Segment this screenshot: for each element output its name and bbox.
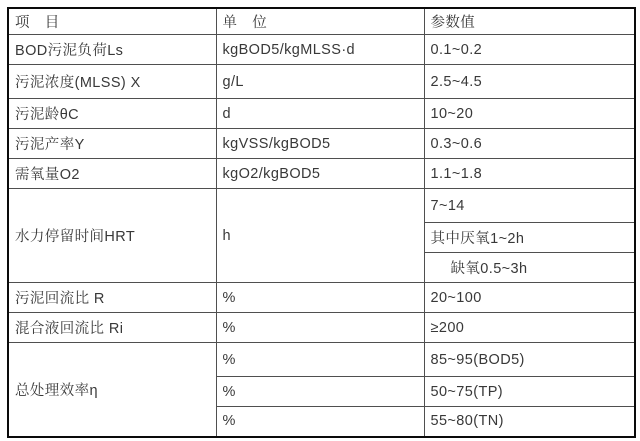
item-cell: BOD污泥负荷Ls	[8, 35, 216, 65]
unit-cell: %	[216, 377, 424, 407]
unit-cell: %	[216, 283, 424, 313]
value-cell: 50~75(TP)	[424, 377, 635, 407]
table-row	[8, 159, 635, 189]
value-cell: 20~100	[424, 283, 635, 313]
header-cell-item: 项 目	[8, 8, 216, 35]
unit-cell-hrt: h	[216, 189, 424, 283]
item-cell: 混合液回流比 Ri	[8, 313, 216, 343]
table-row	[8, 35, 635, 65]
value-cell: 0.1~0.2	[424, 35, 635, 65]
table-row	[8, 65, 635, 99]
item-cell: 污泥浓度(MLSS) X	[8, 65, 216, 99]
unit-cell: kgVSS/kgBOD5	[216, 129, 424, 159]
unit-cell: %	[216, 407, 424, 437]
unit-cell: %	[216, 313, 424, 343]
value-cell: 10~20	[424, 99, 635, 129]
value-cell: ≥200	[424, 313, 635, 343]
value-cell: 2.5~4.5	[424, 65, 635, 99]
unit-cell: kgBOD5/kgMLSS·d	[216, 35, 424, 65]
item-cell-efficiency: 总处理效率η	[8, 343, 216, 437]
item-cell: 需氧量O2	[8, 159, 216, 189]
table-row-efficiency	[8, 343, 635, 377]
header-cell-unit: 单 位	[216, 8, 424, 35]
unit-cell: d	[216, 99, 424, 129]
item-cell: 污泥龄θC	[8, 99, 216, 129]
table-row-hrt	[8, 189, 635, 223]
unit-cell: g/L	[216, 65, 424, 99]
item-cell: 污泥产率Y	[8, 129, 216, 159]
table-row	[8, 129, 635, 159]
table-row	[8, 99, 635, 129]
header-cell-value: 参数值	[424, 8, 635, 35]
header-row	[8, 8, 635, 35]
value-cell: 0.3~0.6	[424, 129, 635, 159]
value-cell: 缺氧0.5~3h	[424, 253, 635, 283]
unit-cell: %	[216, 343, 424, 377]
unit-cell: kgO2/kgBOD5	[216, 159, 424, 189]
parameters-table	[7, 7, 636, 438]
table-row	[8, 283, 635, 313]
value-cell: 1.1~1.8	[424, 159, 635, 189]
value-cell: 55~80(TN)	[424, 407, 635, 437]
item-cell: 污泥回流比 R	[8, 283, 216, 313]
value-cell: 7~14	[424, 189, 635, 223]
item-cell-hrt: 水力停留时间HRT	[8, 189, 216, 283]
value-cell: 其中厌氧1~2h	[424, 223, 635, 253]
value-cell: 85~95(BOD5)	[424, 343, 635, 377]
table-row	[8, 313, 635, 343]
